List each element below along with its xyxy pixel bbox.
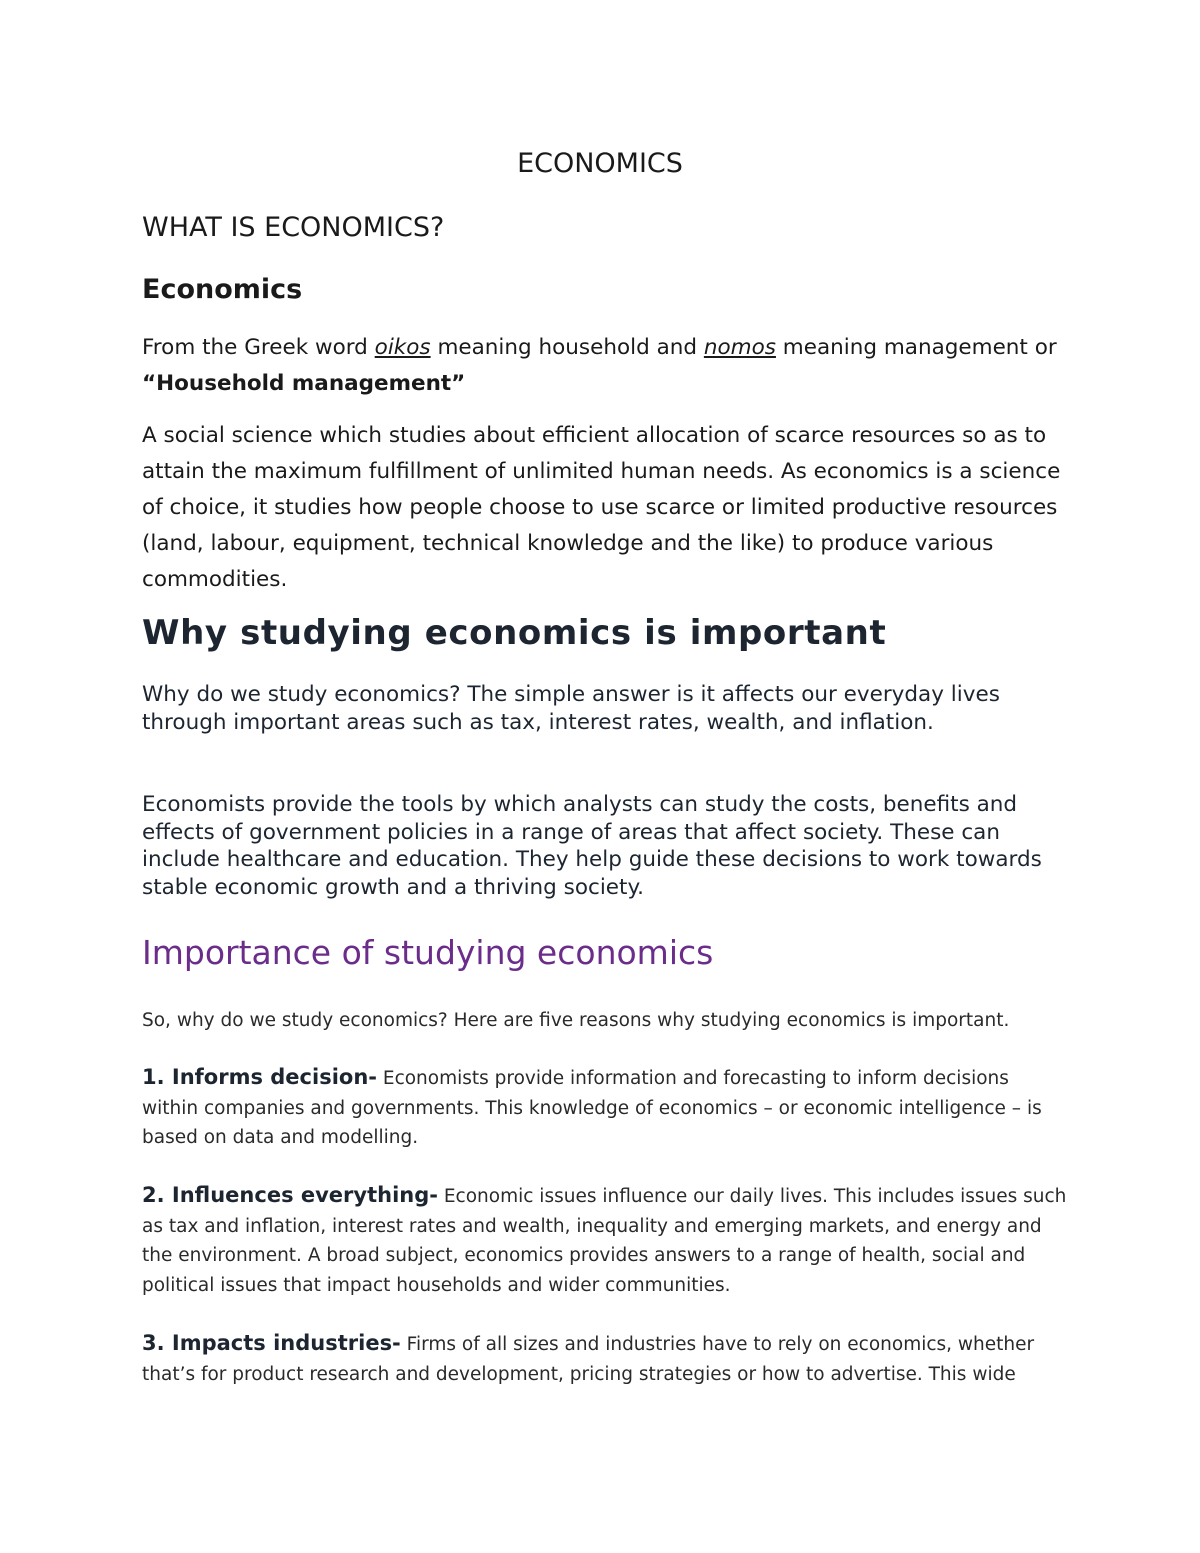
reason-text: Economists provide information and forecasting to inform decisions within companies and governments. This knowledge of economics – or economic intelligence – is based on data and modelling. [142, 1068, 1042, 1148]
why-paragraph-2: Economists provide the tools by which analysts can study the costs, benefits and effects of government policies in a range of areas that affect society. These can include healthcare and education. They help guide these decisions to work towards stable economic growth and a thriving society. [142, 792, 1042, 900]
document-title: ECONOMICS [517, 148, 683, 179]
greek-post-text: meaning management or [775, 335, 1057, 360]
why-study-heading: Why studying economics is important [142, 613, 887, 653]
why-paragraph-1: Why do we study economics? The simple answer is it affects our everyday lives through important areas such as tax, interest rates, wealth, and inflation. [142, 682, 1000, 735]
reason-item [142, 1063, 1067, 1153]
five-reasons-intro: So, why do we study economics? Here are five reasons why studying economics is important. [142, 1010, 1010, 1031]
importance-heading: Importance of studying economics [142, 933, 714, 972]
economics-subheading: Economics [142, 274, 303, 305]
reason-item [142, 1181, 1067, 1300]
reason-text: Economic issues influence our daily lives. This includes issues such as tax and inflation, interest rates and wealth, inequality and emerging markets, and energy and the environment. A broad subject, economics provides answers to a range of health, social and political issues that impact households and wider communities. [142, 1186, 1067, 1296]
reason-lead: 2. Influences everything- [142, 1183, 438, 1207]
nomos-word: nomos [703, 335, 776, 360]
definition-paragraph: A social science which studies about efficient allocation of scarce resources so as to attain the maximum fulfillment of unlimited human needs. As economics is a science of choice, it studies how people choose to use scarce or limited productive resources (land, labour, equipment, technical knowledge and the like) to produce various commodities. [142, 423, 1061, 592]
oikos-word: oikos [374, 335, 431, 360]
household-management-quote: “Household management” [142, 371, 466, 396]
greek-origin-paragraph [142, 330, 1062, 402]
greek-mid-text: meaning household and [430, 335, 704, 360]
what-is-economics-heading: WHAT IS ECONOMICS? [142, 212, 445, 243]
greek-pre-text: From the Greek word [142, 335, 375, 360]
reason-lead: 1. Informs decision- [142, 1065, 377, 1089]
reason-lead: 3. Impacts industries- [142, 1331, 401, 1355]
reason-item [142, 1329, 1067, 1389]
reason-text: Firms of all sizes and industries have to rely on economics, whether that’s for product research and development, pricing strategies or how to advertise. This wide [142, 1334, 1035, 1385]
